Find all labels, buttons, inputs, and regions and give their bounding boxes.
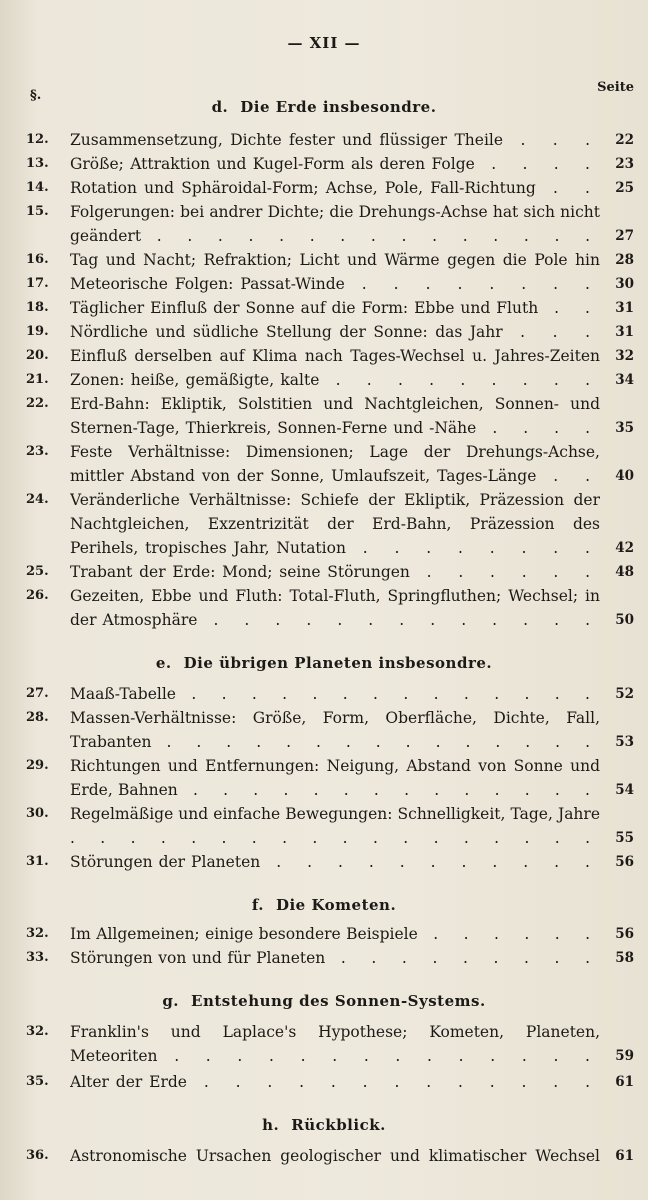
entry-page-number: 61 [615, 1074, 634, 1090]
entry-title-text: Im Allgemeinen; einige besondere Beispiele [70, 925, 418, 943]
entry-page-number: 22 [615, 132, 634, 148]
section-title: Die Erde insbesondre. [240, 98, 437, 116]
entry-number: 15. [26, 204, 49, 219]
dot-leader: . . . . . . . . . . . . . . . . . . [70, 829, 600, 847]
toc-entry [0, 368, 648, 392]
entry-page-number: 59 [615, 1048, 634, 1064]
toc-entry [0, 200, 648, 248]
entry-number: 22. [26, 396, 49, 411]
toc-entry [0, 296, 648, 320]
dot-leader: . . [553, 467, 600, 485]
entry-title [70, 1020, 600, 1068]
dot-leader: . . . . [491, 155, 600, 173]
entry-number: 32. [26, 926, 49, 941]
dot-leader: . . . . . . . . . [340, 949, 600, 967]
entry-title-text: Folgerungen: bei andrer Dichte; die Drehungs-Achse hat sich nicht geändert [70, 203, 600, 245]
entry-page-number: 23 [615, 156, 634, 172]
entry-page-number: 55 [615, 830, 634, 846]
entry-title [70, 682, 600, 706]
entry-title-text: Gezeiten, Ebbe und Fluth: Total-Fluth, Springfluthen; Wechsel; in der Atmosphäre [70, 587, 600, 629]
toc-entry [0, 706, 648, 754]
entry-title-text: Täglicher Einfluß der Sonne auf die Form: Ebbe und Fluth [70, 299, 539, 317]
entry-title-text: Zonen: heiße, gemäßigte, kalte [70, 371, 320, 389]
entry-number: 26. [26, 588, 49, 603]
toc-entry [0, 922, 648, 946]
section-title: Entstehung des Sonnen-Systems. [191, 992, 486, 1010]
section-letter: g. [162, 992, 180, 1010]
entry-number: 16. [26, 252, 49, 267]
entry-page-number: 56 [615, 926, 634, 942]
dot-leader: . . . . [492, 419, 600, 437]
entry-title-text: Rotation und Sphäroidal-Form; Achse, Pole, Fall-Richtung [70, 179, 536, 197]
toc-entry [0, 802, 648, 850]
entry-page-number: 31 [615, 324, 634, 340]
entry-title-text: Störungen von und für Planeten [70, 949, 326, 967]
toc-entry [0, 392, 648, 440]
entry-page-number: 52 [615, 686, 634, 702]
entry-title-text: Massen-Verhältnisse: Größe, Form, Oberfläche, Dichte, Fall, Trabanten [70, 709, 600, 751]
dot-leader: . . . . . . . . . . . [276, 853, 600, 871]
section-letter: f. [251, 896, 264, 914]
entry-title-text: Störungen der Planeten [70, 853, 261, 871]
section-heading [0, 654, 648, 672]
dot-leader: . . [552, 179, 600, 197]
dot-leader: . . . [520, 323, 600, 341]
entry-title [70, 802, 600, 850]
entry-page-number: 61 [615, 1148, 634, 1164]
entry-number: 30. [26, 806, 49, 821]
toc-entry [0, 320, 648, 344]
entry-title-text: Alter der Erde [70, 1073, 187, 1091]
entry-title-text: Zusammensetzung, Dichte fester und flüssiger Theile [70, 131, 504, 149]
toc-entry [0, 682, 648, 706]
section-heading [0, 992, 648, 1010]
toc-entry [0, 946, 648, 970]
entry-title [70, 946, 600, 970]
entry-title-text: Trabant der Erde: Mond; seine Störungen [70, 563, 410, 581]
toc-entry [0, 1020, 648, 1068]
section-letter: e. [155, 654, 172, 672]
entry-page-number: 25 [615, 180, 634, 196]
page-folio: — XII — [287, 34, 361, 52]
toc-entry [0, 1144, 648, 1168]
dot-leader: . . . . . . . . . . . . . . . [156, 227, 600, 245]
entry-page-number: 31 [615, 300, 634, 316]
toc-entry [0, 176, 648, 200]
entry-number: 36. [26, 1148, 49, 1163]
entry-title-text: Maaß-Tabelle [70, 685, 176, 703]
entry-number: 14. [26, 180, 49, 195]
section-letter: d. [211, 98, 229, 116]
entry-page-number: 34 [615, 372, 634, 388]
dot-leader: . . . . . . . . [361, 275, 600, 293]
entry-number: 33. [26, 950, 49, 965]
dot-leader: . . . . . . . . . . . . . . [192, 781, 600, 799]
entry-page-number: 48 [615, 564, 634, 580]
entry-number: 21. [26, 372, 49, 387]
entry-page-number: 58 [615, 950, 634, 966]
entry-number: 29. [26, 758, 49, 773]
dot-leader: . . . . . . . . . . . . . . [174, 1047, 600, 1065]
section-column-label: §. [30, 88, 42, 103]
entry-title [70, 368, 600, 392]
dot-leader: . . . . . . [433, 925, 600, 943]
entry-title [70, 584, 600, 632]
toc-entry [0, 128, 648, 152]
entry-page-number: 27 [615, 228, 634, 244]
entry-number: 17. [26, 276, 49, 291]
entry-title [70, 850, 600, 874]
entry-title-text: Franklin's und Laplace's Hypothese; Kometen, Planeten, Meteoriten [70, 1023, 600, 1065]
toc-entry [0, 344, 648, 368]
toc-entry [0, 584, 648, 632]
entry-number: 12. [26, 132, 49, 147]
dot-leader: . . . . . . . . . . . . . . [191, 685, 600, 703]
entry-title-text: Einfluß derselben auf Klima nach Tages-Wechsel u. Jahres-Zeiten [70, 347, 600, 365]
dot-leader: . . . . . . . . . . . . . [203, 1073, 600, 1091]
entry-title [70, 296, 600, 320]
toc-entry [0, 850, 648, 874]
entry-page-number: 53 [615, 734, 634, 750]
toc-entry [0, 152, 648, 176]
toc-entry [0, 272, 648, 296]
dot-leader: . . . . . . . . . . . . . . . [166, 733, 600, 751]
section-title: Die Kometen. [275, 896, 397, 914]
entry-number: 25. [26, 564, 49, 579]
entry-title-text: Größe; Attraktion und Kugel-Form als deren Folge [70, 155, 475, 173]
dot-leader: . . . [520, 131, 600, 149]
toc-entry [0, 440, 648, 488]
section-heading [0, 1116, 648, 1134]
section-heading [0, 896, 648, 914]
entry-title-text: Astronomische Ursachen geologischer und klimatischer Wechsel [70, 1147, 600, 1165]
entry-page-number: 54 [615, 782, 634, 798]
entry-title [70, 128, 600, 152]
entry-title-text: Erd-Bahn: Ekliptik, Solstitien und Nachtgleichen, Sonnen- und Sternen-Tage, Thierkreis, Sonnen-Ferne und -Nähe [70, 395, 600, 437]
page-column-label: Seite [597, 80, 634, 95]
toc-entry [0, 754, 648, 802]
entry-title-text: Richtungen und Entfernungen: Neigung, Abstand von Sonne und Erde, Bahnen [70, 757, 600, 799]
entry-title-text: Regelmäßige und einfache Bewegungen: Schnelligkeit, Tage, Jahre [70, 805, 600, 823]
entry-title [70, 248, 600, 272]
entry-title-text: Nördliche und südliche Stellung der Sonne: das Jahr [70, 323, 503, 341]
toc-entry [0, 488, 648, 560]
dot-leader: . . . . . . . . [362, 539, 600, 557]
entry-title [70, 200, 600, 248]
toc-entry [0, 248, 648, 272]
dot-leader: . . . . . . [426, 563, 600, 581]
entry-title [70, 344, 600, 368]
entry-title [70, 1070, 600, 1094]
entry-number: 13. [26, 156, 49, 171]
entry-page-number: 35 [615, 420, 634, 436]
entry-number: 18. [26, 300, 49, 315]
entry-title-text: Veränderliche Verhältnisse: Schiefe der Ekliptik, Präzession der Nachtgleichen, Exzentrizität der Erd-Bahn, Präzession des Perihels, tropisches Jahr, Nutation [70, 491, 600, 557]
entry-number: 28. [26, 710, 49, 725]
section-title: Rückblick. [291, 1116, 386, 1134]
toc-entry [0, 560, 648, 584]
section-letter: h. [262, 1116, 280, 1134]
entry-page-number: 42 [615, 540, 634, 556]
entry-number: 23. [26, 444, 49, 459]
entry-page-number: 28 [615, 252, 634, 268]
entry-title [70, 1144, 600, 1168]
section-title: Die übrigen Planeten insbesondre. [183, 654, 493, 672]
entry-number: 27. [26, 686, 49, 701]
entry-title [70, 320, 600, 344]
entry-page-number: 50 [615, 612, 634, 628]
entry-number: 20. [26, 348, 49, 363]
entry-title [70, 152, 600, 176]
entry-title [70, 488, 600, 560]
entry-number: 24. [26, 492, 49, 507]
entry-title-text: Meteorische Folgen: Passat-Winde [70, 275, 345, 293]
section-heading [0, 98, 648, 116]
entry-title-text: Feste Verhältnisse: Dimensionen; Lage der Drehungs-Achse, mittler Abstand von der Sonne, Umlaufszeit, Tages-Länge [70, 443, 600, 485]
dot-leader: . . . . . . . . . . . . . [213, 611, 600, 629]
entry-page-number: 56 [615, 854, 634, 870]
dot-leader: . . [554, 299, 600, 317]
entry-title [70, 754, 600, 802]
entry-title [70, 272, 600, 296]
entry-page-number: 40 [615, 468, 634, 484]
dot-leader: . . . . . . . . . [335, 371, 600, 389]
entry-number: 35. [26, 1074, 49, 1089]
entry-title [70, 706, 600, 754]
entry-title [70, 440, 600, 488]
entry-number: 32. [26, 1024, 49, 1039]
entry-page-number: 30 [615, 276, 634, 292]
entry-title [70, 922, 600, 946]
entry-number: 31. [26, 854, 49, 869]
toc-entry [0, 1070, 648, 1094]
entry-title [70, 176, 600, 200]
entry-page-number: 32 [615, 348, 634, 364]
entry-number: 19. [26, 324, 49, 339]
entry-title-text: Tag und Nacht; Refraktion; Licht und Wärme gegen die Pole hin [70, 251, 600, 269]
entry-title [70, 560, 600, 584]
entry-title [70, 392, 600, 440]
